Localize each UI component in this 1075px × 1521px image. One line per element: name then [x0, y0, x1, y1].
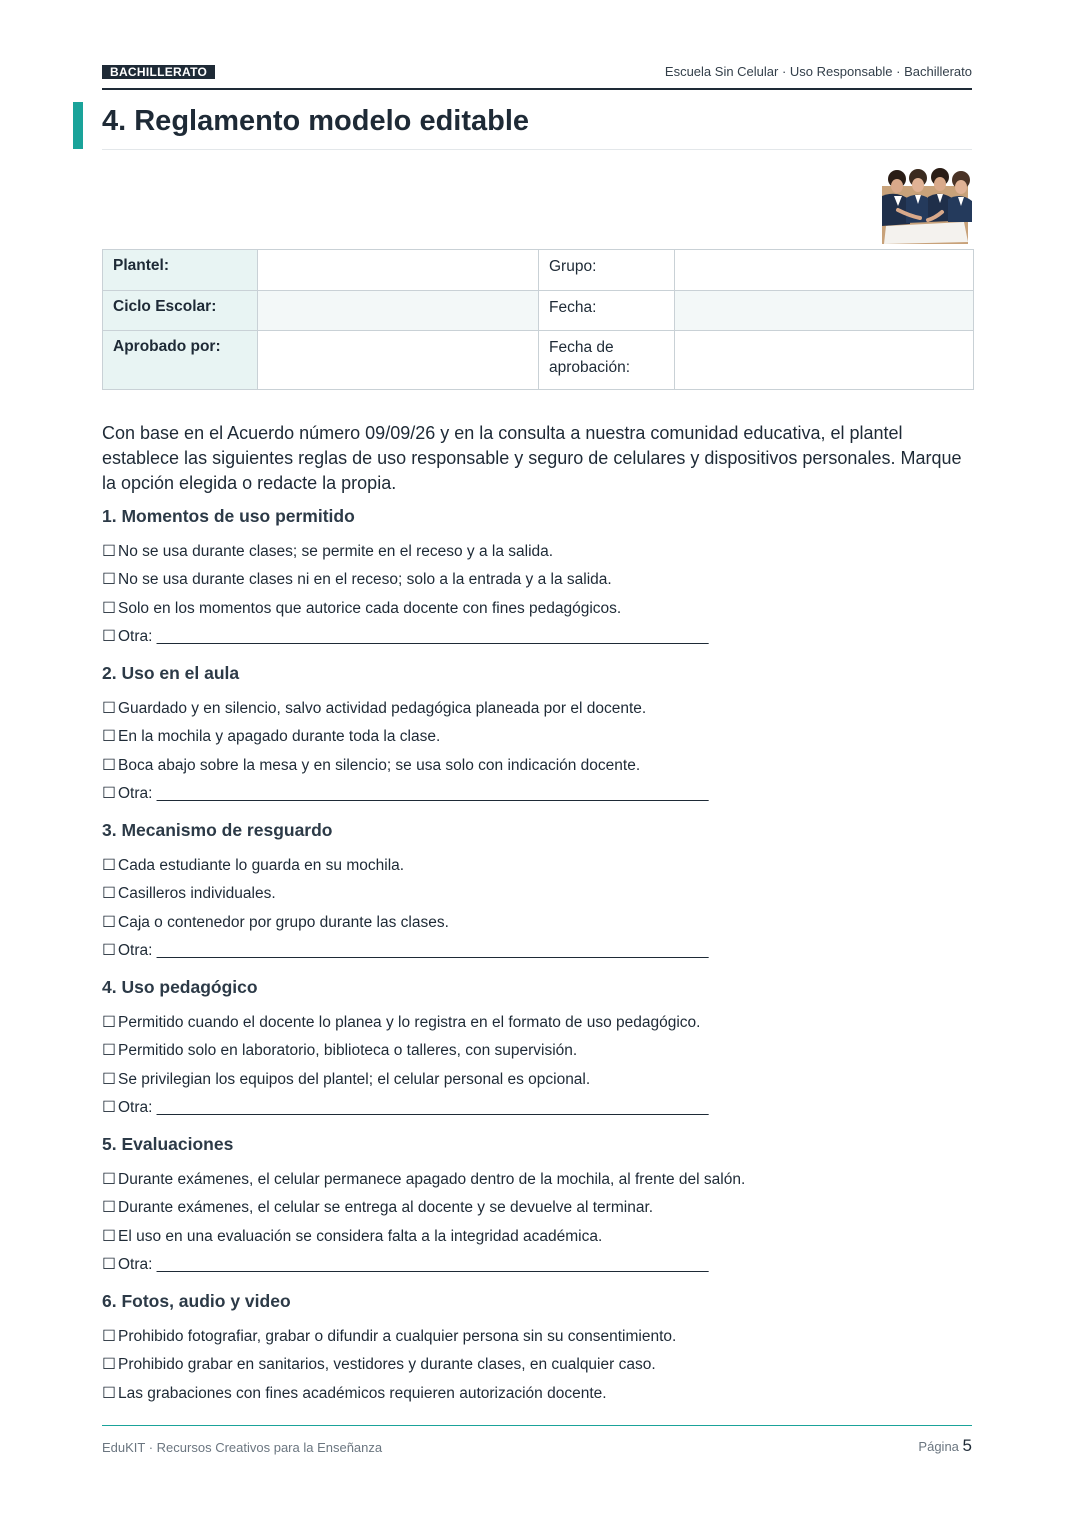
option-label: Prohibido fotografiar, grabar o difundir a cualquier persona sin su consentimiento. [118, 1328, 677, 1345]
checkbox-icon[interactable]: ☐ [102, 1014, 116, 1031]
page-title: 4. Reglamento modelo editable [102, 105, 530, 137]
section-title: 5. Evaluaciones [102, 1134, 234, 1154]
page-number: 5 [962, 1436, 972, 1455]
option-item[interactable] [102, 1170, 745, 1189]
other-option[interactable] [102, 784, 708, 803]
intro-paragraph: Con base en el Acuerdo número 09/09/26 y en la consulta a nuestra comunidad educativa, el plantel establece las siguientes reglas de uso responsable y seguro de celulares y dispositivos personales. Marque la opción elegida o redacte la propia. [102, 423, 962, 493]
table-row [103, 291, 974, 331]
section-title: 6. Fotos, audio y video [102, 1291, 291, 1311]
option-item[interactable] [102, 913, 449, 932]
option-item[interactable] [102, 884, 276, 903]
other-option-label: Otra: ________________________________________________________________ [118, 1099, 709, 1116]
option-label: No se usa durante clases ni en el receso; solo a la entrada y a la salida. [118, 571, 612, 588]
option-label: Boca abajo sobre la mesa y en silencio; se usa solo con indicación docente. [118, 757, 641, 774]
option-item[interactable] [102, 1198, 653, 1217]
checkbox-icon[interactable]: ☐ [102, 628, 116, 645]
page-header [102, 62, 972, 90]
option-item[interactable] [102, 1041, 577, 1060]
checkbox-icon[interactable]: ☐ [102, 700, 116, 717]
checkbox-icon[interactable]: ☐ [102, 1256, 116, 1273]
plantel-field[interactable] [258, 250, 539, 291]
other-option[interactable] [102, 941, 708, 960]
checkbox-icon[interactable]: ☐ [102, 914, 116, 931]
checkbox-icon[interactable]: ☐ [102, 1199, 116, 1216]
other-option-label: Otra: ________________________________________________________________ [118, 942, 709, 959]
option-label: En la mochila y apagado durante toda la clase. [118, 728, 441, 745]
option-item[interactable] [102, 570, 612, 589]
fecha-aprobacion-field[interactable] [675, 331, 974, 390]
option-item[interactable] [102, 1070, 590, 1089]
option-label: Las grabaciones con fines académicos requieren autorización docente. [118, 1385, 607, 1402]
aprobado-por-label: Aprobado por: [103, 331, 258, 390]
checkbox-icon[interactable]: ☐ [102, 571, 116, 588]
fecha-aprobacion-label: Fecha de aprobación: [539, 331, 675, 390]
option-item[interactable] [102, 1327, 676, 1346]
other-option[interactable] [102, 1255, 708, 1274]
checkbox-icon[interactable]: ☐ [102, 885, 116, 902]
checkbox-icon[interactable]: ☐ [102, 1385, 116, 1402]
checkbox-icon[interactable]: ☐ [102, 857, 116, 874]
option-label: Prohibido grabar en sanitarios, vestidores y durante clases, en cualquier caso. [118, 1356, 656, 1373]
section-title: 1. Momentos de uso permitido [102, 506, 355, 526]
option-label: Cada estudiante lo guarda en su mochila. [118, 857, 405, 874]
level-badge: BACHILLERATO [102, 65, 215, 79]
checkbox-icon[interactable]: ☐ [102, 1328, 116, 1345]
checkbox-icon[interactable]: ☐ [102, 543, 116, 560]
title-divider [102, 149, 972, 150]
section-title: 3. Mecanismo de resguardo [102, 820, 333, 840]
footer-divider [102, 1425, 972, 1426]
ciclo-escolar-label: Ciclo Escolar: [103, 291, 258, 331]
option-label: Permitido solo en laboratorio, biblioteca o talleres, con supervisión. [118, 1042, 578, 1059]
checkbox-icon[interactable]: ☐ [102, 728, 116, 745]
option-item[interactable] [102, 1384, 607, 1403]
option-item[interactable] [102, 1355, 656, 1374]
title-accent-bar [73, 102, 83, 149]
option-item[interactable] [102, 542, 553, 561]
option-label: Solo en los momentos que autorice cada docente con fines pedagógicos. [118, 600, 622, 617]
option-label: Permitido cuando el docente lo planea y lo registra en el formato de uso pedagógico. [118, 1014, 701, 1031]
checkbox-icon[interactable]: ☐ [102, 785, 116, 802]
checkbox-icon[interactable]: ☐ [102, 600, 116, 617]
option-item[interactable] [102, 856, 404, 875]
option-label: El uso en una evaluación se considera falta a la integridad académica. [118, 1228, 603, 1245]
other-option[interactable] [102, 1098, 708, 1117]
table-row [103, 250, 974, 291]
fecha-label: Fecha: [539, 291, 675, 331]
other-option-label: Otra: ________________________________________________________________ [118, 1256, 709, 1273]
option-label: Guardado y en silencio, salvo actividad pedagógica planeada por el docente. [118, 700, 647, 717]
aprobado-por-field[interactable] [258, 331, 539, 390]
students-illustration [880, 166, 972, 248]
option-item[interactable] [102, 727, 440, 746]
ciclo-escolar-field[interactable] [258, 291, 539, 331]
option-item[interactable] [102, 756, 640, 775]
option-label: Se privilegian los equipos del plantel; el celular personal es opcional. [118, 1071, 591, 1088]
footer-credit: EduKIT · Recursos Creativos para la Enseñanza [102, 1440, 383, 1455]
option-item[interactable] [102, 599, 621, 618]
other-option-label: Otra: ________________________________________________________________ [118, 628, 709, 645]
checkbox-icon[interactable]: ☐ [102, 1228, 116, 1245]
other-option-label: Otra: ________________________________________________________________ [118, 785, 709, 802]
other-option[interactable] [102, 627, 708, 646]
option-label: Caja o contenedor por grupo durante las clases. [118, 914, 449, 931]
grupo-label: Grupo: [539, 250, 675, 291]
page-label: Página [918, 1439, 959, 1454]
checkbox-icon[interactable]: ☐ [102, 1171, 116, 1188]
checkbox-icon[interactable]: ☐ [102, 1042, 116, 1059]
school-info-table [102, 249, 974, 390]
plantel-label: Plantel: [103, 250, 258, 291]
option-label: Casilleros individuales. [118, 885, 276, 902]
option-item[interactable] [102, 699, 646, 718]
page-number-block [918, 1436, 972, 1456]
table-row [103, 331, 974, 390]
header-text: Escuela Sin Celular · Uso Responsable · Bachillerato [664, 64, 972, 79]
checkbox-icon[interactable]: ☐ [102, 1356, 116, 1373]
option-label: Durante exámenes, el celular se entrega al docente y se devuelve al terminar. [118, 1199, 654, 1216]
option-item[interactable] [102, 1013, 700, 1032]
section-title: 4. Uso pedagógico [102, 977, 258, 997]
option-item[interactable] [102, 1227, 602, 1246]
fecha-field[interactable] [675, 291, 974, 331]
checkbox-icon[interactable]: ☐ [102, 1099, 116, 1116]
option-label: Durante exámenes, el celular permanece apagado dentro de la mochila, al frente del salón. [118, 1171, 746, 1188]
option-label: No se usa durante clases; se permite en el receso y a la salida. [118, 543, 554, 560]
checkbox-icon[interactable]: ☐ [102, 942, 116, 959]
grupo-field[interactable] [675, 250, 974, 291]
section-title: 2. Uso en el aula [102, 663, 240, 683]
checkbox-icon[interactable]: ☐ [102, 1071, 116, 1088]
checkbox-icon[interactable]: ☐ [102, 757, 116, 774]
